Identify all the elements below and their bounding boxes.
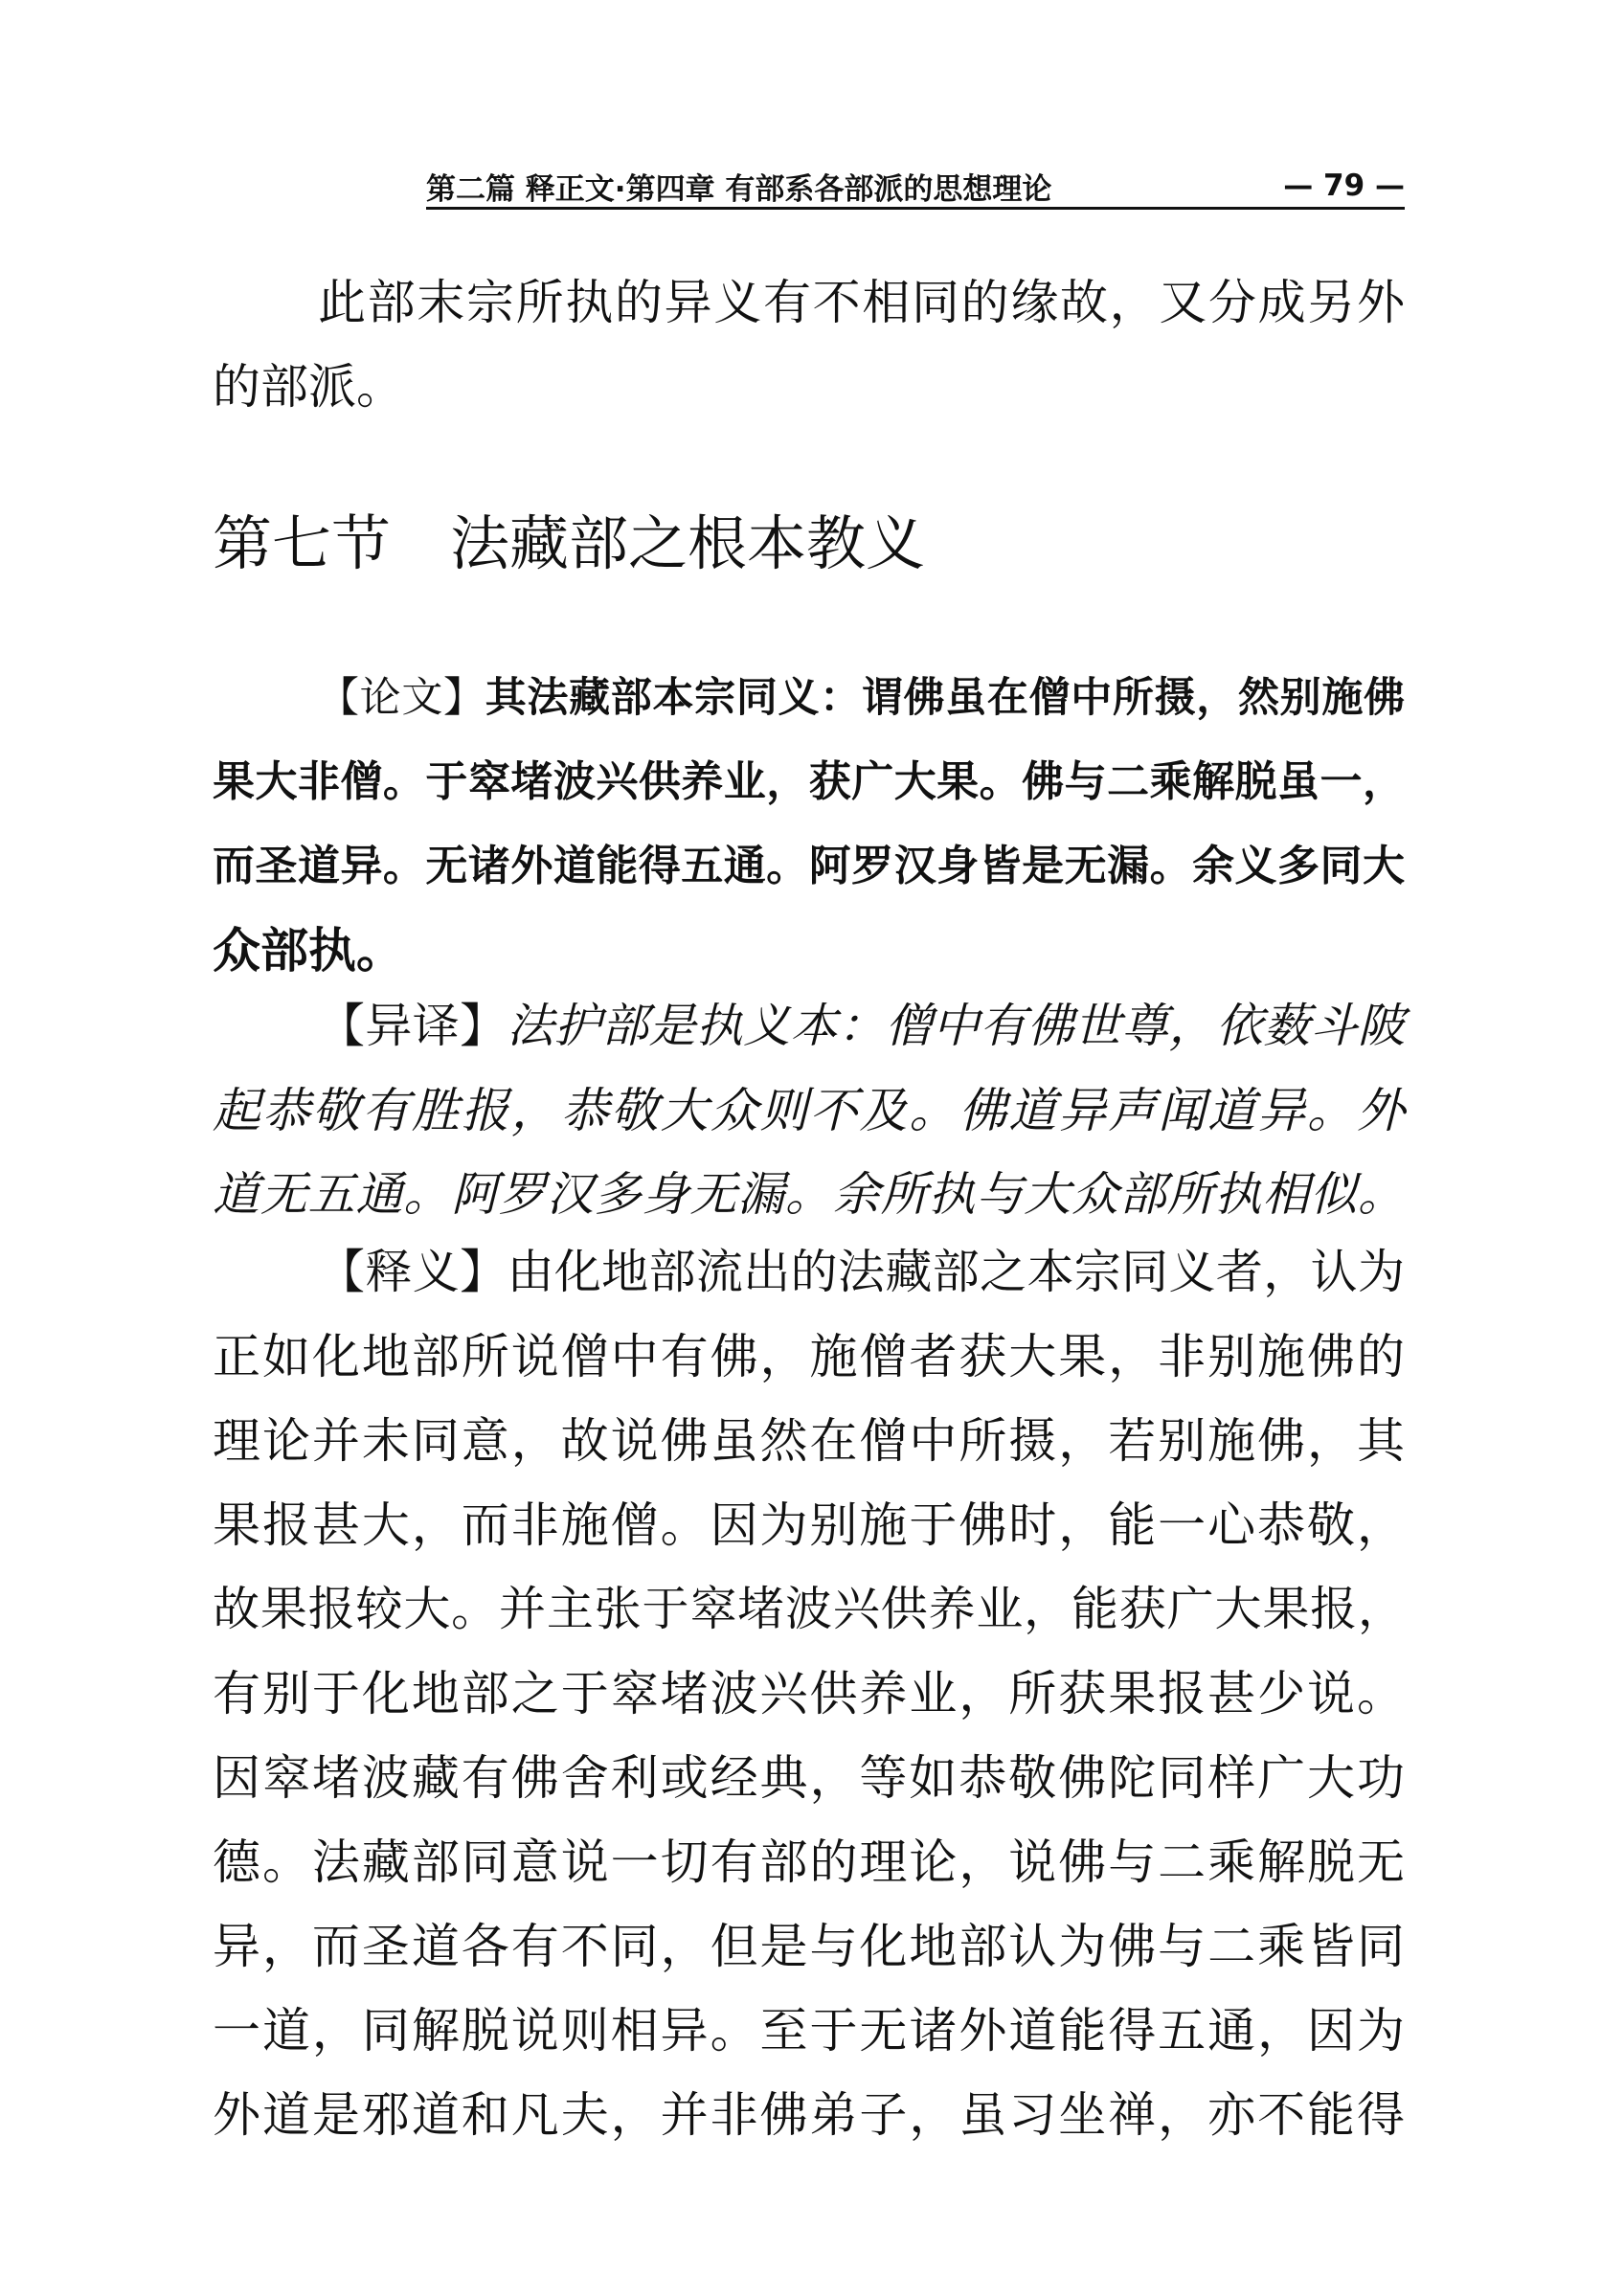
text-line: 的部派。 bbox=[213, 359, 404, 415]
text-line: 因窣堵波藏有佛舍利或经典，等如恭敬佛陀同样广大功 bbox=[213, 1750, 1405, 1806]
text-line: 法护部是执义本：僧中有佛世尊，依薮斗陂 bbox=[507, 999, 1405, 1053]
text-line: 此部末宗所执的异义有不相同的缘故，又分成另外 bbox=[318, 275, 1405, 330]
running-header bbox=[426, 165, 1405, 207]
shiyi-tag: 【释义】 bbox=[318, 1245, 508, 1299]
text-line: 果报甚大，而非施僧。因为别施于佛时，能一心恭敬， bbox=[213, 1497, 1405, 1553]
text-line: 起恭敬有胜报，恭敬大众则不及。佛道异声闻道异。外 bbox=[213, 1083, 1405, 1138]
text-line: 而圣道异。无诸外道能得五通。阿罗汉身皆是无漏。余义多同大 bbox=[213, 842, 1405, 890]
text-line: 众部执。 bbox=[213, 923, 404, 979]
shiyi-paragraph bbox=[213, 1230, 1405, 2157]
running-title: 第二篇 释正文·第四章 有部系各部派的思想理论 bbox=[426, 171, 1052, 207]
text-line: 其法藏部本宗同义：谓佛虽在僧中所摄，然别施佛 bbox=[485, 674, 1406, 722]
intro-paragraph bbox=[213, 260, 1405, 429]
yiyi-paragraph bbox=[213, 984, 1405, 1237]
text-line: 故果报较大。并主张于窣堵波兴供养业，能获广大果报， bbox=[213, 1582, 1405, 1636]
text-line: 异，而圣道各有不同，但是与化地部认为佛与二乘皆同 bbox=[213, 1919, 1405, 1974]
text-line: 理论并未同意，故说佛虽然在僧中所摄，若别施佛，其 bbox=[213, 1413, 1405, 1469]
text-line-with-tag bbox=[213, 656, 1405, 740]
page-number: — 79 — bbox=[1283, 169, 1405, 203]
text-line: 一道，同解脱说则相异。至于无诸外道能得五通，因为 bbox=[213, 2003, 1405, 2059]
yiyi-tag: 【异译】 bbox=[318, 999, 508, 1053]
lunwen-tag: 【论文】 bbox=[318, 674, 485, 722]
text-line-with-tag bbox=[213, 984, 1405, 1069]
text-line: 德。法藏部同意说一切有部的理论，说佛与二乘解脱无 bbox=[213, 1834, 1405, 1890]
text-line: 道无五通。阿罗汉多身无漏。余所执与大众部所执相似。 bbox=[213, 1167, 1405, 1222]
text-line-with-tag bbox=[213, 1230, 1405, 1315]
text-line: 果大非僧。于窣堵波兴供养业，获广大果。佛与二乘解脱虽一， bbox=[213, 757, 1405, 806]
section-heading: 第七节 法藏部之根本教义 bbox=[213, 508, 926, 578]
header-rule bbox=[426, 207, 1405, 210]
text-line: 外道是邪道和凡夫，并非佛弟子，虽习坐禅，亦不能得 bbox=[213, 2087, 1405, 2143]
text-line: 正如化地部所说僧中有佛，施僧者获大果，非别施佛的 bbox=[213, 1329, 1405, 1384]
text-line: 有别于化地部之于窣堵波兴供养业，所获果报甚少说。 bbox=[213, 1666, 1405, 1721]
lunwen-paragraph bbox=[213, 656, 1405, 993]
text-line: 由化地部流出的法藏部之本宗同义者，认为 bbox=[507, 1245, 1405, 1299]
